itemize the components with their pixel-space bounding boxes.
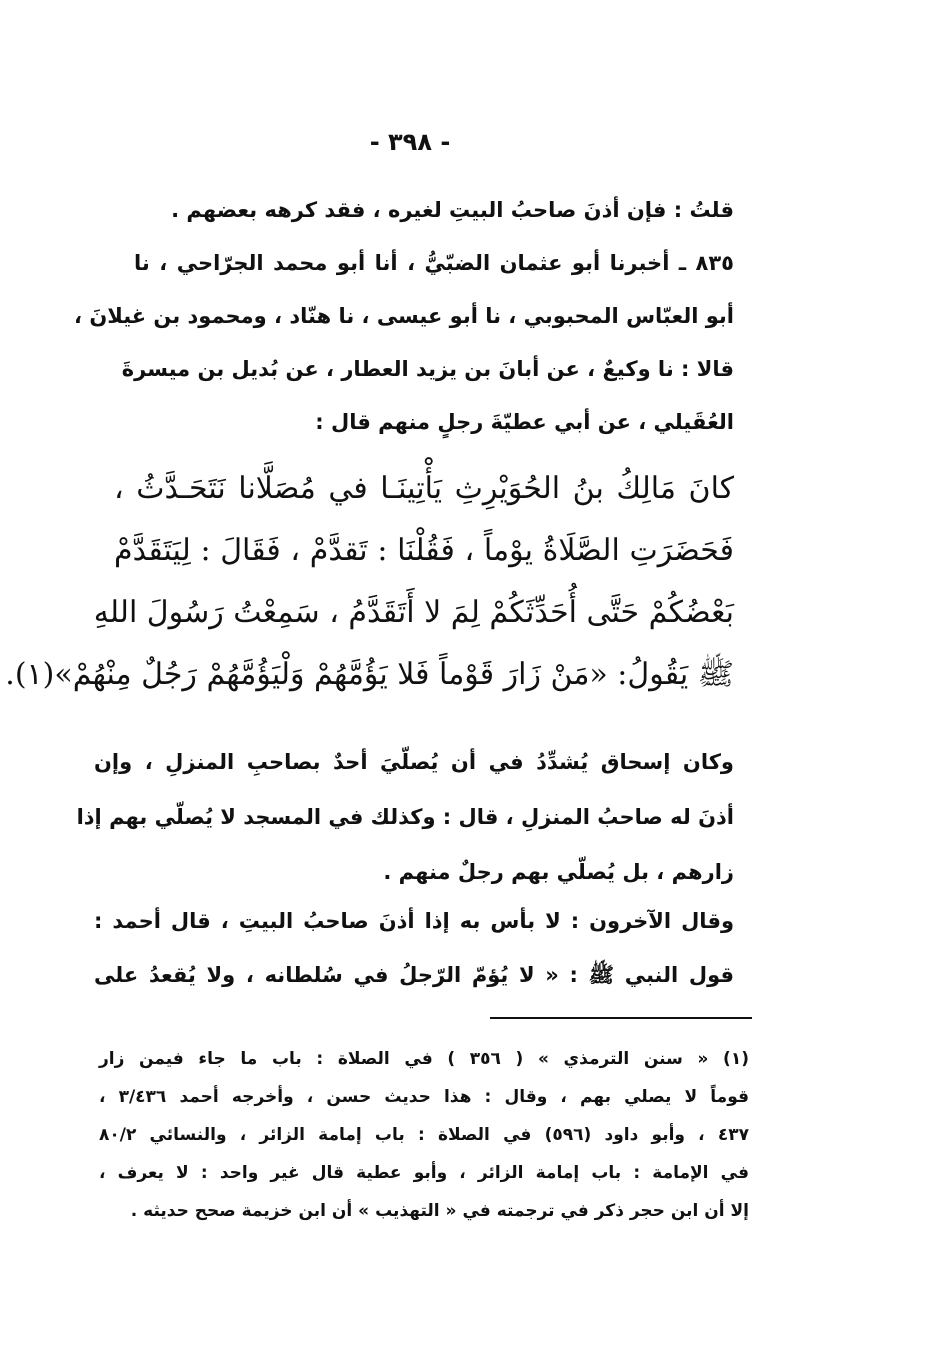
hadith-line: فَحَضَرَتِ الصَّلَاةُ يوْماً ، فَقُلْنَا : تَقدَّمْ ، فَقَالَ : لِيَتَقَدَّمْ xyxy=(114,533,734,568)
text-line: قول النبي ﷺ : « لا يُؤمّ الرّجلُ في سُلطانه ، ولا يُقعدُ على xyxy=(94,963,734,987)
text-line: أبو العبّاس المحبوبي ، نا أبو عيسى ، نا هنّاد ، ومحمود بن غيلانَ ، xyxy=(74,304,734,328)
text-line: وقال الآخرون : لا بأس به إذا أذنَ صاحبُ البيتِ ، قال أحمد : xyxy=(94,909,734,933)
footnote-line: في الإمامة : باب إمامة الزائر ، وأبو عطية قال غير واحد : لا يعرف ، xyxy=(99,1163,749,1183)
footnote-separator xyxy=(490,1017,752,1019)
footnotes xyxy=(99,1040,749,1230)
footnote-line: إلا أن ابن حجر ذكر في ترجمته في « التهذيب » أن ابن خزيمة صحح حديثه . xyxy=(130,1201,749,1221)
hadith-text xyxy=(5,458,734,706)
text-line: العُقَيلي ، عن أبي عطيّةَ رجلٍ منهم قال : xyxy=(315,410,734,434)
text-line: ٨٣٥ ـ أخبرنا أبو عثمان الضبّيُّ ، أنا أبو محمد الجرّاحي ، نا xyxy=(134,251,734,275)
footnote-line: (١) « سنن الترمذي » ( ٣٥٦ ) في الصلاة : باب ما جاء فيمن زار xyxy=(99,1049,749,1069)
body-text-ishaq xyxy=(76,735,734,900)
text-line: قلتُ : فإن أذنَ صاحبُ البيتِ لغيره ، فقد كرهه بعضهم . xyxy=(171,198,734,222)
body-text-others xyxy=(94,894,734,1002)
hadith-line: ﷺ يَقُولُ: «مَنْ زَارَ قَوْماً فَلا يَؤُمَّهُمْ وَلْيَؤُمَّهُمْ رَجُلٌ مِنْهُمْ»(١). xyxy=(5,657,734,692)
text-line: قالا : نا وكيعٌ ، عن أبانَ بن يزيد العطار ، عن بُديل بن ميسرةَ xyxy=(121,357,734,381)
body-text-upper xyxy=(74,184,734,449)
text-line: وكان إسحاق يُشدِّدُ في أن يُصلّيَ أحدٌ بصاحبِ المنزلِ ، وإن xyxy=(94,750,734,774)
page-number: - ٣٩٨ - xyxy=(369,128,451,156)
text-line: أذنَ له صاحبُ المنزلِ ، قال : وكذلك في المسجد لا يُصلّي بهم إذا xyxy=(76,805,734,829)
hadith-line: بَعْضُكُمْ حَتَّى أُحَدِّثَكُمْ لِمَ لا أَتَقَدَّمُ ، سَمِعْتُ رَسُولَ اللهِ xyxy=(93,595,734,630)
hadith-line: كانَ مَالِكُ بنُ الحُوَيْرِثِ يَأْتِينَـا في مُصَلَّانا نَتَحَـدَّثُ ، xyxy=(114,471,734,506)
footnote-line: قوماً لا يصلي بهم ، وقال : هذا حديث حسن ، وأخرجه أحمد ٣/٤٣٦ ، xyxy=(99,1087,749,1107)
text-line: زارهم ، بل يُصلّي بهم رجلٌ منهم . xyxy=(383,860,734,884)
footnote-line: ٤٣٧ ، وأبو داود (٥٩٦) في الصلاة : باب إمامة الزائر ، والنسائي ٨٠/٢ xyxy=(99,1125,749,1145)
